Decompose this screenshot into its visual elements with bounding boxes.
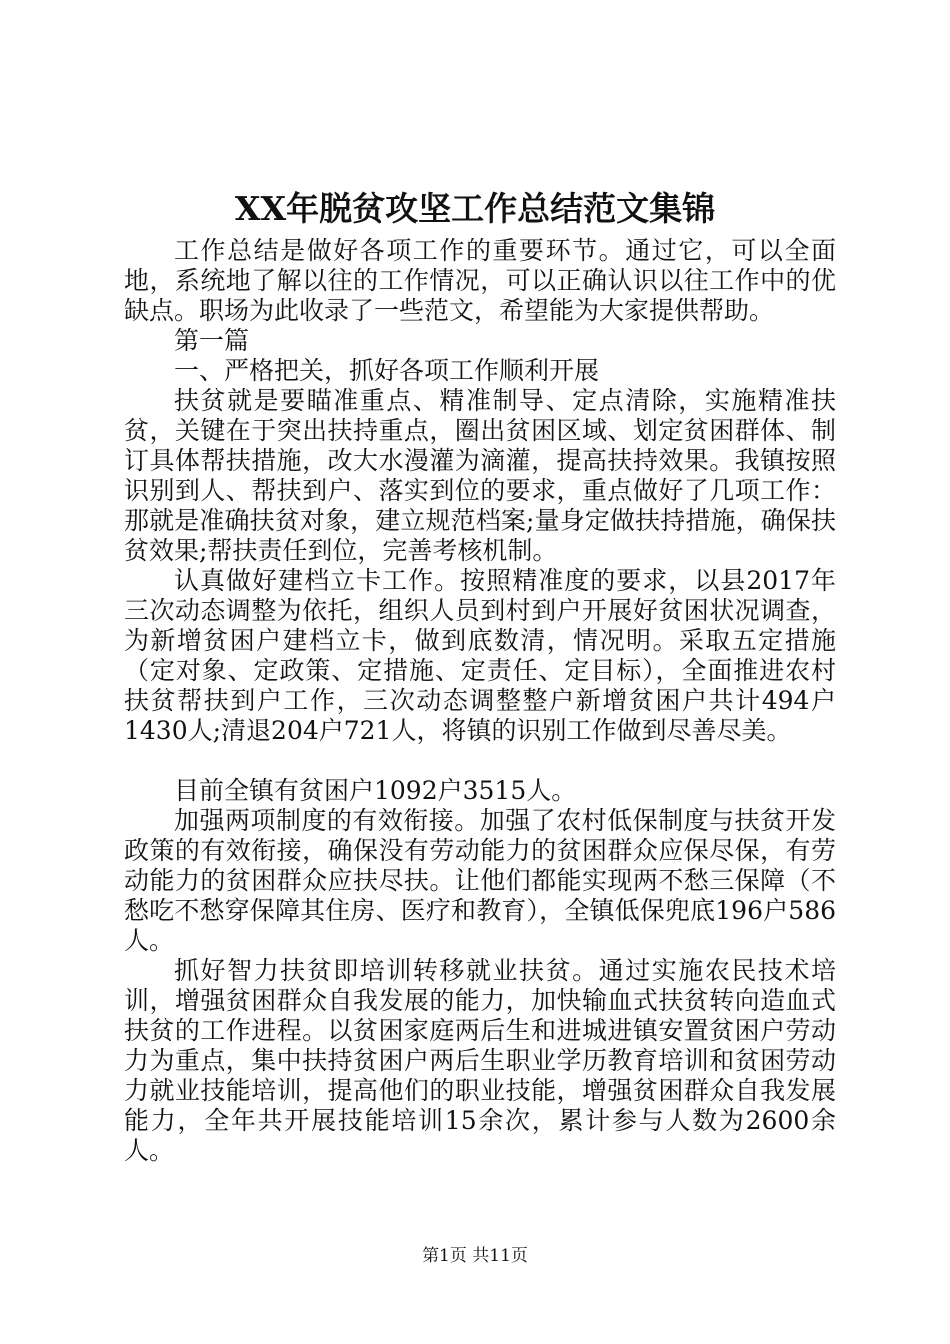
- intro-paragraph: 工作总结是做好各项工作的重要环节。通过它，可以全面地，系统地了解以往的工作情况，可以正确认识以往工作中的优缺点。职场为此收录了一些范文，希望能为大家提供帮助。: [124, 236, 836, 325]
- body-paragraph: 目前全镇有贫困户1092户3515人。: [174, 776, 577, 805]
- page-footer: 第1页 共11页: [422, 1246, 528, 1266]
- body-paragraph: 加强两项制度的有效衔接。加强了农村低保制度与扶贫开发政策的有效衔接，确保没有劳动能力的贫困群众应保尽保，有劳动能力的贫困群众应扶尽扶。让他们都能实现两不愁三保障（不愁吃不愁穿保障其住房、医疗和教育），全镇低保兜底196户586人。: [124, 806, 836, 955]
- section-heading: 一、严格把关，抓好各项工作顺利开展: [174, 356, 600, 385]
- body-paragraph: 抓好智力扶贫即培训转移就业扶贫。通过实施农民技术培训，增强贫困群众自我发展的能力，加快输血式扶贫转向造血式扶贫的工作进程。以贫困家庭两后生和进城进镇安置贫困户劳动力为重点，集中扶持贫困户两后生职业学历教育培训和贫困劳动力就业技能培训，提高他们的职业技能，增强贫困群众自我发展能力，全年共开展技能培训15余次，累计参与人数为2600余人。: [124, 956, 836, 1165]
- section-label: 第一篇: [174, 326, 250, 355]
- body-paragraph: 扶贫就是要瞄准重点、精准制导、定点清除，实施精准扶贫，关键在于突出扶持重点，圈出贫困区域、划定贫困群体、制订具体帮扶措施，改大水漫灌为滴灌，提高扶持效果。我镇按照识别到人、帮扶到户、落实到位的要求，重点做好了几项工作：那就是准确扶贫对象，建立规范档案;量身定做扶持措施，确保扶贫效果;帮扶责任到位，完善考核机制。: [124, 386, 836, 565]
- body-paragraph: 认真做好建档立卡工作。按照精准度的要求，以县2017年三次动态调整为依托，组织人员到村到户开展好贫困状况调查，为新增贫困户建档立卡，做到底数清，情况明。采取五定措施（定对象、定政策、定措施、定责任、定目标），全面推进农村扶贫帮扶到户工作，三次动态调整整户新增贫困户共计494户1430人;清退204户721人，将镇的识别工作做到尽善尽美。: [124, 566, 836, 745]
- document-body: [124, 236, 836, 1166]
- document-title: XX年脱贫攻坚工作总结范文集锦: [234, 189, 716, 228]
